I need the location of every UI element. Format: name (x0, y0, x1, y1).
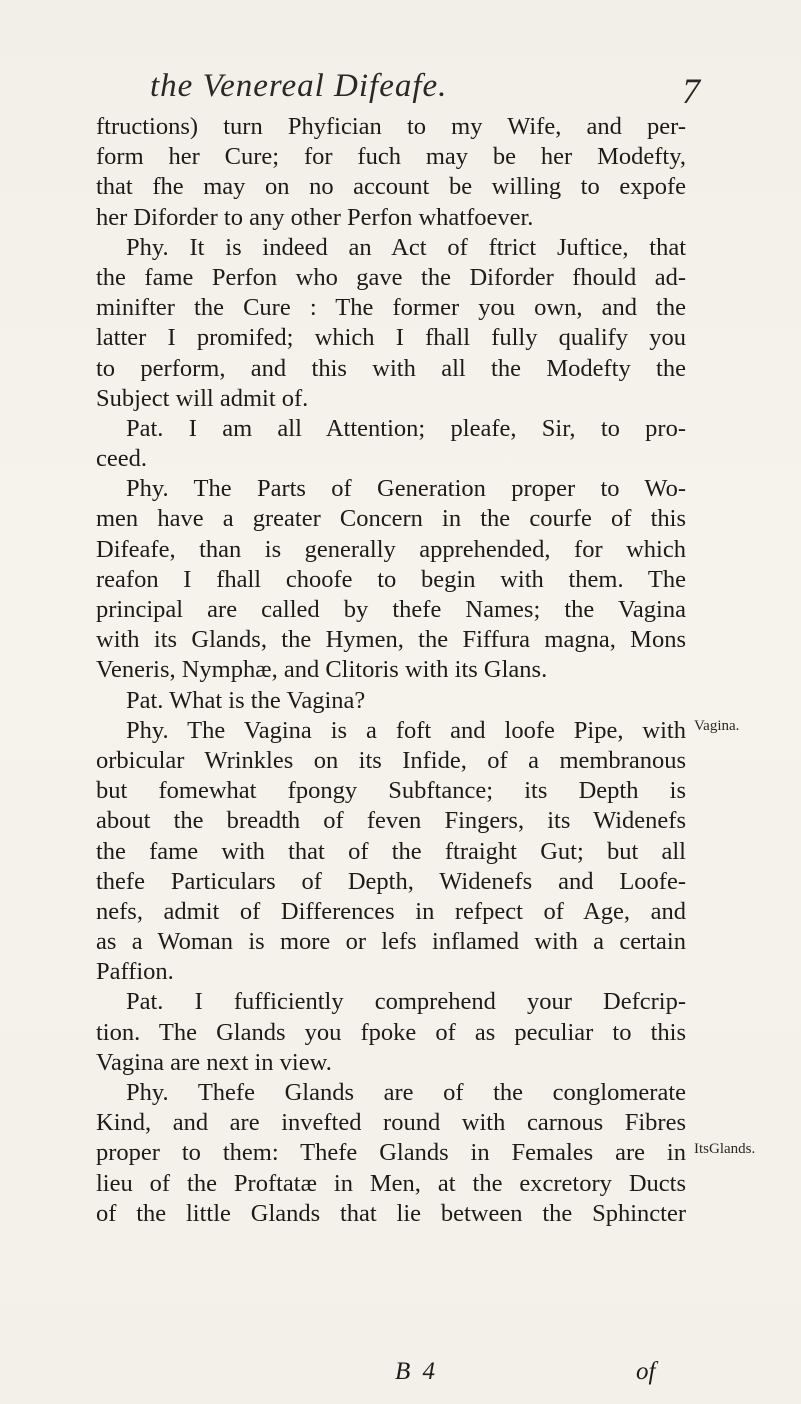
text-line: the fame Perfon who gave the Diforder fhould ad- (96, 263, 686, 291)
text-line: form her Cure; for fuch may be her Modefty, (96, 143, 686, 171)
text-line: to perform, and this with all the Modefty the (96, 354, 686, 382)
text-line: about the breadth of feven Fingers, its Widenefs (96, 807, 686, 835)
text-line: the fame with that of the ftraight Gut; but all (96, 837, 686, 865)
text-line: but fomewhat fpongy Subftance; its Depth is (96, 777, 686, 805)
text-line: Phy. The Parts of Generation proper to Wo- (126, 475, 686, 503)
margin-note-its-glands: ItsGlands. (694, 1141, 756, 1157)
text-line: men have a greater Concern in the courfe of this (96, 505, 686, 533)
text-line: Pat. I fufficiently comprehend your Defcrip- (126, 988, 686, 1016)
page-header (0, 68, 801, 111)
text-line: Kind, and are invefted round with carnous Fibres (96, 1109, 686, 1137)
catchword: of (636, 1358, 656, 1385)
text-line: her Diforder to any other Perfon whatfoever. (96, 203, 534, 231)
text-line: lieu of the Proftatæ in Men, at the excretory Ducts (96, 1169, 686, 1197)
text-line: nefs, admit of Differences in refpect of Age, and (96, 897, 686, 925)
signature-mark: B 4 (395, 1358, 439, 1385)
text-line: principal are called by thefe Names; the Vagina (96, 596, 686, 623)
text-line: ftructions) turn Phyfician to my Wife, and per- (96, 113, 686, 140)
text-line: with its Glands, the Hymen, the Fiffura magna, Mons (96, 626, 686, 654)
text-line: Pat. What is the Vagina? (126, 686, 366, 714)
text-line: Phy. The Vagina is a foft and loofe Pipe, with (126, 716, 686, 744)
text-line: thefe Particulars of Depth, Widenefs and Loofe- (96, 867, 686, 895)
text-line: Phy. Thefe Glands are of the conglomerate (126, 1079, 686, 1106)
text-line: proper to them: Thefe Glands in Females are in (96, 1139, 686, 1167)
text-line: Paffion. (96, 958, 174, 986)
text-line: Difeafe, than is generally apprehended, for which (96, 535, 686, 563)
page-footer (0, 1358, 801, 1392)
text-line: that fhe may on no account be willing to expofe (96, 173, 686, 201)
margin-note-vagina: Vagina. (694, 718, 740, 734)
text-line: ceed. (96, 445, 147, 473)
running-head: the Venereal Difeafe. (150, 68, 448, 104)
text-line: reafon I fhall choofe to begin with them. The (96, 565, 686, 593)
body-text (96, 112, 686, 1229)
page-number: 7 (682, 71, 700, 111)
text-line: Subject will admit of. (96, 384, 309, 412)
text-line: Vagina are next in view. (96, 1048, 332, 1076)
text-line: latter I promifed; which I fhall fully qualify you (96, 324, 686, 352)
text-line: Pat. I am all Attention; pleafe, Sir, to pro- (126, 414, 686, 442)
text-line: orbicular Wrinkles on its Infide, of a membranous (96, 746, 686, 774)
text-line: Veneris, Nymphæ, and Clitoris with its Glans. (96, 656, 548, 684)
text-line: as a Woman is more or lefs inflamed with a certain (96, 928, 686, 956)
text-line: Phy. It is indeed an Act of ftrict Juftice, that (126, 233, 686, 261)
text-line: of the little Glands that lie between the Sphincter (96, 1199, 686, 1227)
text-line: tion. The Glands you fpoke of as peculiar to this (96, 1018, 686, 1046)
text-line: minifter the Cure : The former you own, and the (96, 294, 686, 322)
